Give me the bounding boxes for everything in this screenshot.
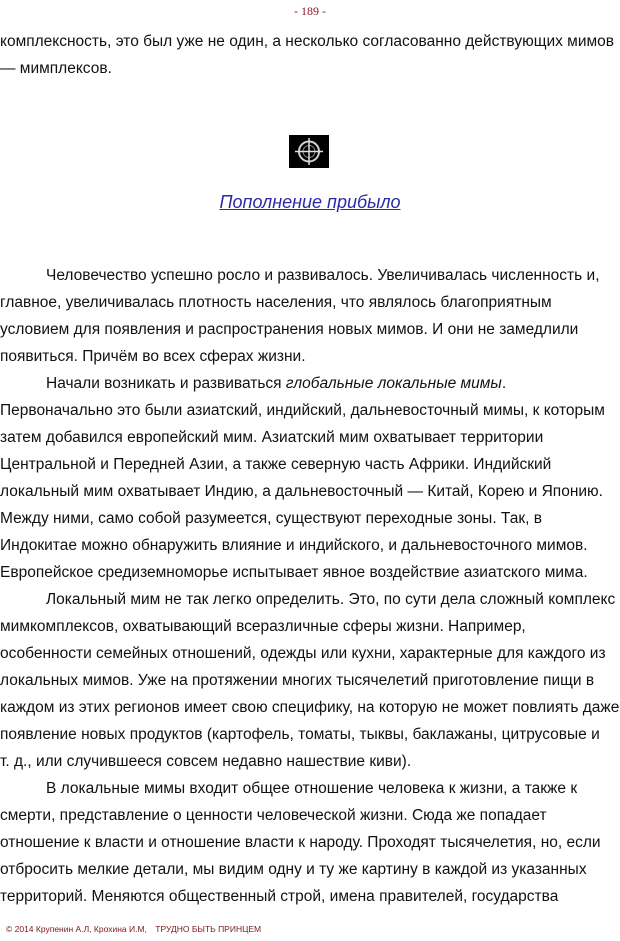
text-line: смерти, представление о ценности человеческой жизни. Сюда же попадает <box>0 807 547 824</box>
text-line: условием для появления и распространения новых мимов. И они не замедлили <box>0 321 579 338</box>
paragraph-4 <box>0 775 620 910</box>
text-line: комплексность, это был уже не один, а несколько согласованно действующих мимов <box>0 33 614 50</box>
text-line: Индокитае можно обнаружить влияние и индийского, и дальневосточного мимов. <box>0 537 588 554</box>
text-line: Между ними, само собой разумеется, существуют переходные зоны. Так, в <box>0 510 542 527</box>
text-line: локальных мимов. Уже на протяжении многих тысячелетий приготовление пищи в <box>0 672 595 689</box>
footer-book-title: ТРУДНО БЫТЬ ПРИНЦЕМ <box>155 924 262 934</box>
circle-crosshair-icon <box>289 135 329 168</box>
text-line: отношение к власти и отношение власти к народу. Проходят тысячелетия, но, если <box>0 834 601 851</box>
paragraph-1 <box>0 262 620 370</box>
text-line: появление новых продуктов (картофель, томаты, тыквы, баклажаны, цитрусовые и <box>0 726 600 743</box>
text-line: появиться. Причём во всех сферах жизни. <box>0 348 306 365</box>
text-line: Европейское средиземноморье испытывает явное воздействие азиатского мима. <box>0 564 588 581</box>
text-line: каждом из этих регионов имеет свою специфику, на которую не может повлиять даже <box>0 699 620 716</box>
paragraph-3 <box>0 586 620 775</box>
text-line: мимкомплексов, охватывающий всеразличные сферы жизни. Например, <box>0 618 526 635</box>
text-line: т. д., или случившееся совсем недавно нашествие киви). <box>0 753 412 770</box>
text-line: отбросить мелкие детали, мы видим одну и ту же картину в каждой из указанных <box>0 861 587 878</box>
text-line: локальный мим охватывает Индию, а дальневосточный — Китай, Корею и Японию. <box>0 483 603 500</box>
text-line <box>0 370 620 397</box>
section-title: Пополнение прибыло <box>219 192 401 212</box>
text-line: В локальные мимы входит общее отношение человека к жизни, а также к <box>46 780 578 797</box>
text-run: . <box>501 375 507 392</box>
text-line: главное, увеличивалась плотность населения, что являлось благоприятным <box>0 294 552 311</box>
footer-copyright: © 2014 Крупенин А.Л, Крохина И.М, <box>6 924 147 934</box>
text-line: особенности семейных отношений, одежды или кухни, характерные для каждого из <box>0 645 606 662</box>
text-line: территорий. Меняются общественный строй, имена правителей, государства <box>0 888 559 905</box>
intro-paragraph <box>0 28 620 82</box>
text-line: Первоначально это были азиатский, индийский, дальневосточный мимы, к которым <box>0 402 605 419</box>
italic-term: глобальные локальные мимы <box>285 375 502 392</box>
text-line: Локальный мим не так легко определить. Это, по сути дела сложный комплекс <box>46 591 616 608</box>
text-line: Человечество успешно росло и развивалось. Увеличивалась численность и, <box>46 267 600 284</box>
page-footer <box>6 924 267 934</box>
paragraph-2 <box>0 370 620 586</box>
text-line: — мимплексов. <box>0 60 112 77</box>
text-line: затем добавился европейский мим. Азиатский мим охватывает территории <box>0 429 544 446</box>
page-number: - 189 - <box>294 4 326 18</box>
text-run: Начали возникать и развиваться <box>46 375 286 392</box>
text-line: Центральной и Передней Азии, а также северную часть Африки. Индийский <box>0 456 552 473</box>
